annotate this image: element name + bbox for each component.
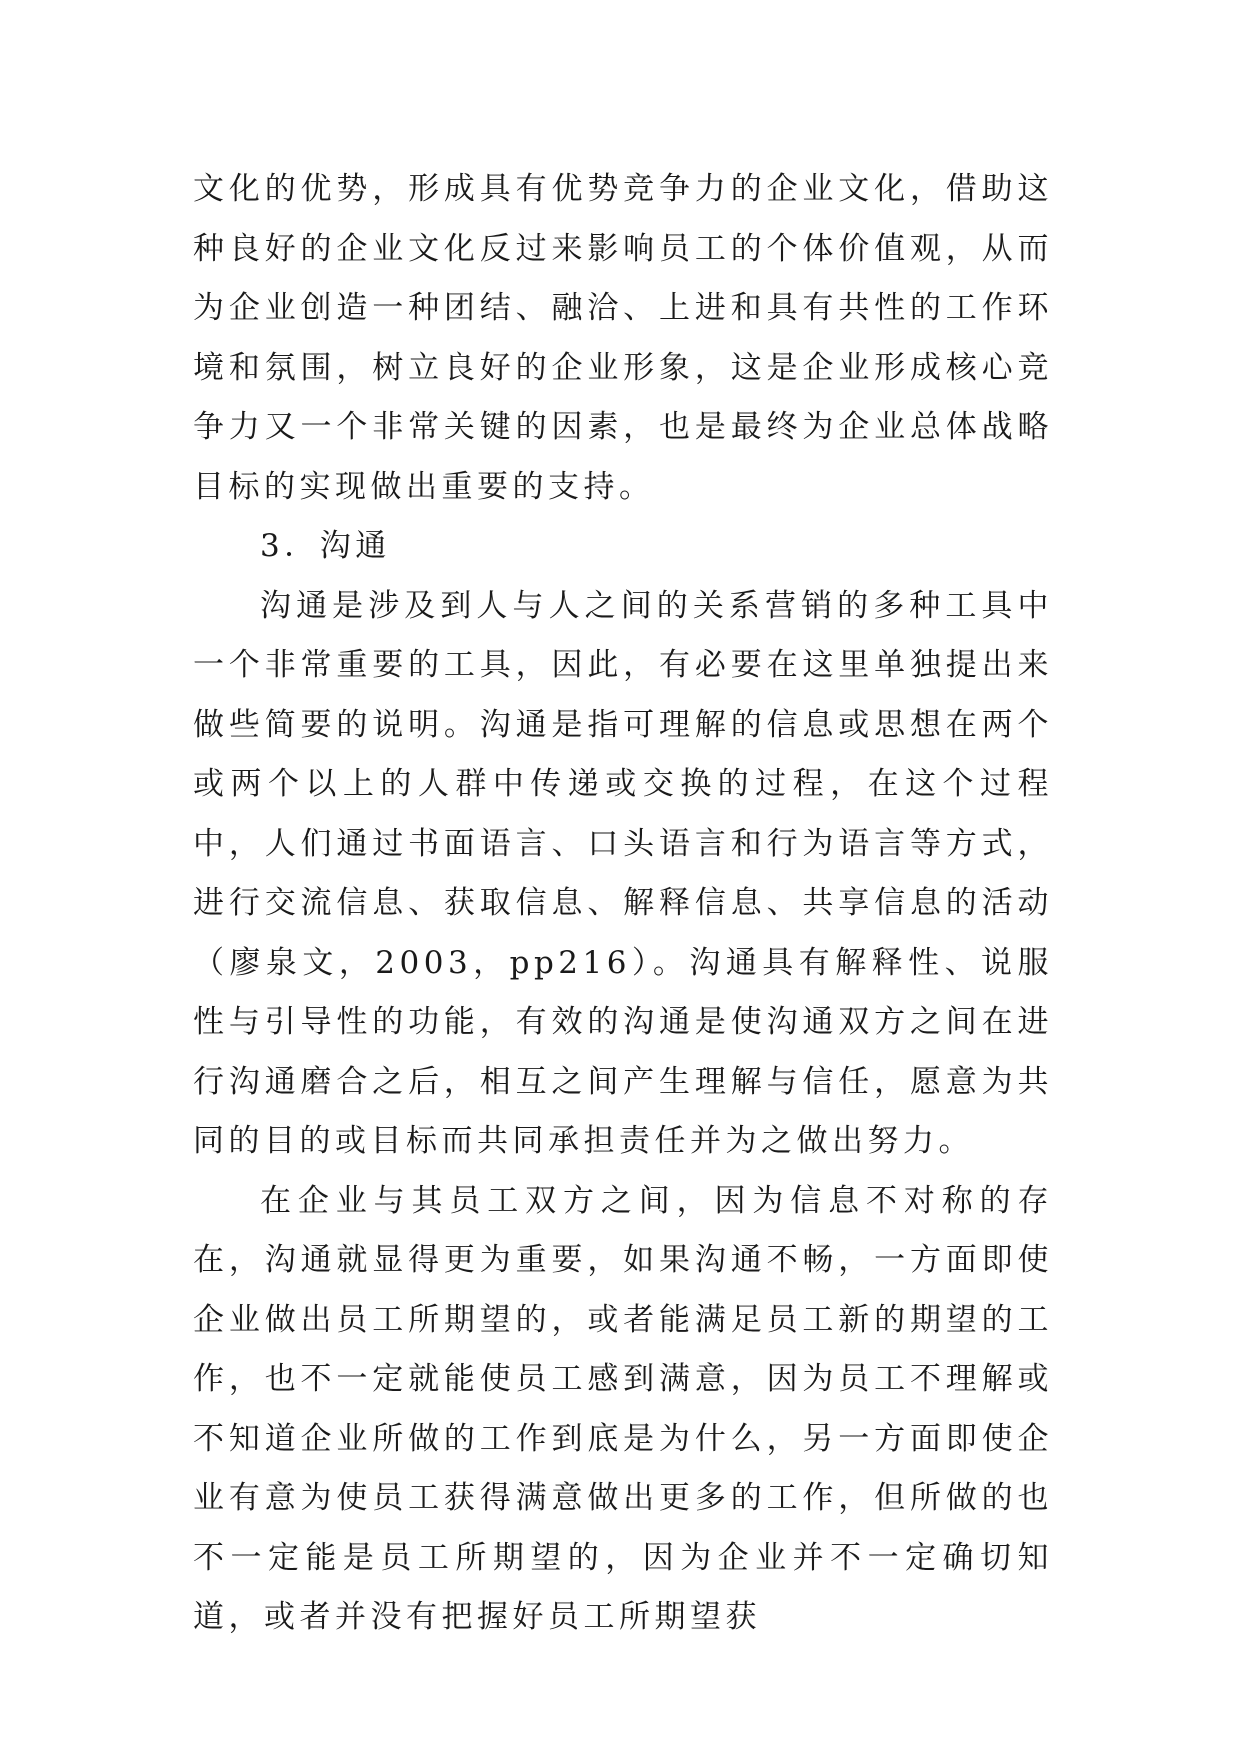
section-heading: 3．沟通 bbox=[260, 528, 391, 564]
paragraph: 文化的优势，形成具有优势竞争力的企业文化，借助这种良好的企业文化反过来影响员工的个体价值观，从而为企业创造一种团结、融洽、上进和具有共性的工作环境和氛围，树立良好的企业形象，这是企业形成核心竞争力又一个非常关键的因素，也是最终为企业总体战略目标的实现做出重要的支持。 bbox=[193, 171, 1053, 505]
paragraph: 在企业与其员工双方之间，因为信息不对称的存在，沟通就显得更为重要，如果沟通不畅，一方面即使企业做出员工所期望的，或者能满足员工新的期望的工作，也不一定就能使员工感到满意，因为员工不理解或不知道企业所做的工作到底是为什么，另一方面即使企业有意为使员工获得满意做出更多的工作，但所做的也不一定能是员工所期望的，因为企业并不一定确切知道，或者并没有把握好员工所期望获 bbox=[193, 1182, 1053, 1635]
body-text bbox=[193, 160, 1053, 1648]
paragraph: 沟通是涉及到人与人之间的关系营销的多种工具中一个非常重要的工具，因此，有必要在这里单独提出来做些简要的说明。沟通是指可理解的信息或思想在两个或两个以上的人群中传递或交换的过程，在这个过程中，人们通过书面语言、口头语言和行为语言等方式，进行交流信息、获取信息、解释信息、共享信息的活动（廖泉文，2003，pp216）。沟通具有解释性、说服性与引导性的功能，有效的沟通是使沟通双方之间在进行沟通磨合之后，相互之间产生理解与信任，愿意为共同的目的或目标而共同承担责任并为之做出努力。 bbox=[193, 587, 1053, 1159]
